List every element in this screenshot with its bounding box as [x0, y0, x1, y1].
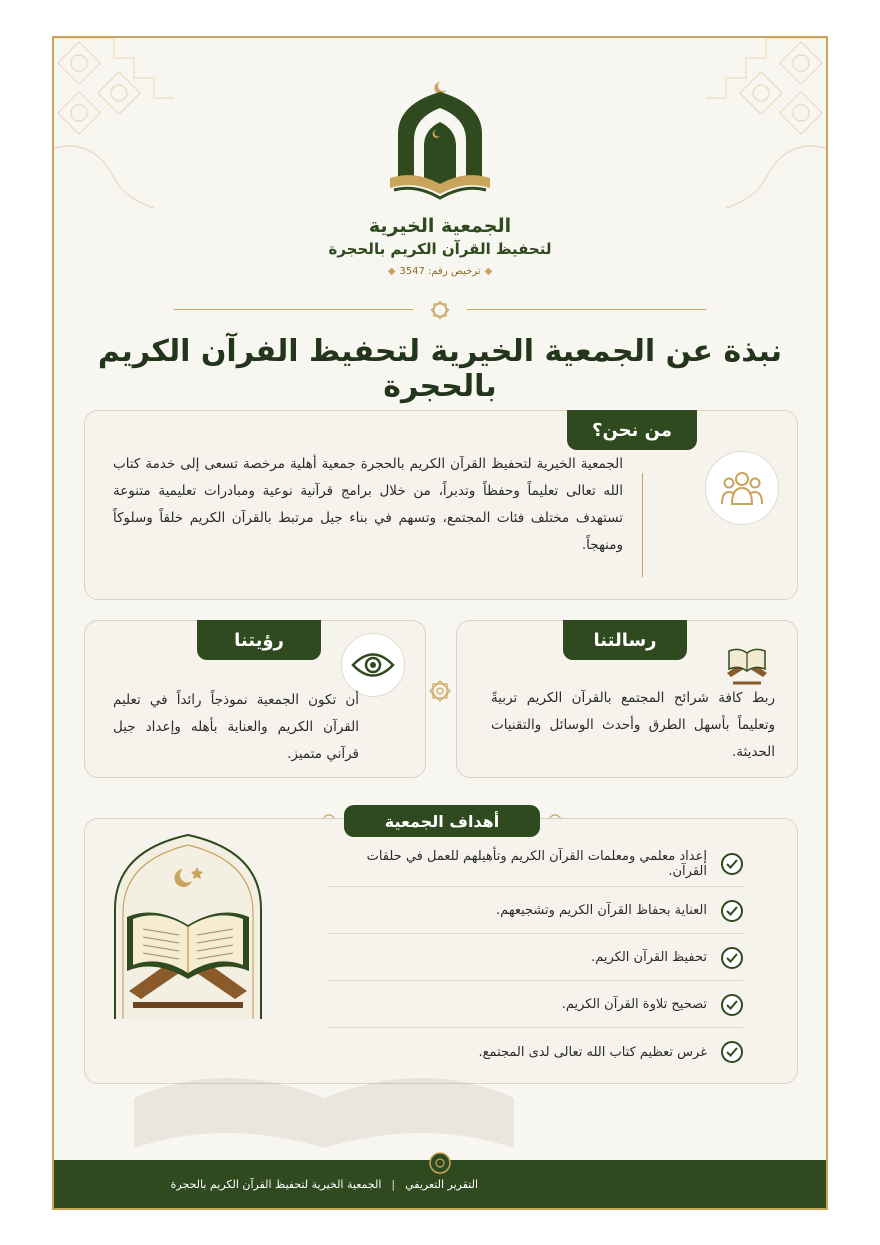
about-divider-line [642, 473, 643, 577]
ornament-divider [174, 300, 706, 320]
goal-text: غرس تعظيم كتاب الله تعالى لدى المجتمع. [478, 1044, 707, 1060]
check-icon [721, 900, 743, 922]
license-number: ◆ترخيص رقم: 3547◆ [387, 265, 493, 277]
about-text: الجمعية الخيرية لتحفيظ القرآن الكريم بالحجرة جمعية أهلية مرخصة تسعى إلى خدمة كتاب الله تعالى تعليماً وحفظاً وتدبراً، من خلال برامج قرآنية نوعية ومبادرات تعليمية متنوعة تستهدف مختلف فئات المجتمع، وتسهم في بناء جيل مرتبط بالقرآن الكريم خلقاً وسلوكاً ومنهجاً. [113, 456, 623, 553]
footer-separator: | [391, 1177, 396, 1191]
goal-text: تحفيظ القرآن الكريم. [591, 950, 707, 965]
vision-text: أن تكون الجمعية نموذجاً رائداً في تعليم القرآن الكريم والعناية بأهله وإعداد جيل قرآني متميز. [113, 692, 359, 762]
goal-item [327, 888, 743, 934]
mosque-dome-icon [380, 74, 500, 204]
check-icon [721, 1041, 743, 1063]
footer-bar [54, 1160, 826, 1208]
mission-icon-holder [719, 637, 775, 689]
footer-medal-icon [429, 1152, 451, 1174]
org-name: الجمعية الخيرية [368, 215, 512, 237]
center-ornament-icon [427, 678, 453, 704]
about-card [84, 410, 798, 600]
quran-illustration [103, 829, 273, 1029]
page-title: نبذة عن الجمعية الخيرية لتحفيظ الفرآن الكريم بالحجرة [97, 334, 783, 404]
goals-tab: أهداف الجمعية [344, 805, 540, 837]
mission-tab: رسالتنا [563, 620, 687, 660]
goal-item [327, 841, 743, 887]
check-icon [721, 853, 743, 875]
goal-text: العناية بحفاظ القرآن الكريم وتشجيعهم. [496, 903, 707, 918]
vision-card [84, 620, 426, 778]
footer-org-name: الجمعية الخيرية لتحفيظ القرآن الكريم بالحجرة [170, 1177, 382, 1191]
background-book-watermark [114, 1038, 534, 1158]
eye-icon [351, 650, 395, 680]
goal-item [327, 935, 743, 981]
quran-stand-icon [719, 637, 775, 689]
goal-text: تصحيح تلاوة القرآن الكريم. [561, 997, 707, 1012]
org-subtitle: لتحفيظ القرآن الكريم بالحجرة [328, 239, 552, 258]
logo-block [54, 74, 826, 277]
vision-tab: رؤيتنا [197, 620, 321, 660]
goal-item [327, 982, 743, 1028]
about-icon-holder [705, 451, 779, 525]
check-icon [721, 947, 743, 969]
mission-text: ربط كافة شرائح المجتمع بالقرآن الكريم تربيةً وتعليماً بأسهل الطرق وأحدث الوسائل والتقنيات الحديثة. [491, 690, 775, 760]
about-tab: من نحن؟ [567, 410, 697, 450]
page [52, 36, 828, 1210]
check-icon [721, 994, 743, 1016]
footer-report-label: التقرير التعريفي [405, 1177, 478, 1191]
mission-card [456, 620, 798, 778]
goal-text: إعداد معلمي ومعلمات القرآن الكريم وتأهيلهم للعمل في حلقات القرآن. [366, 848, 707, 879]
people-icon [720, 470, 764, 506]
star-ornament-icon [430, 300, 450, 320]
